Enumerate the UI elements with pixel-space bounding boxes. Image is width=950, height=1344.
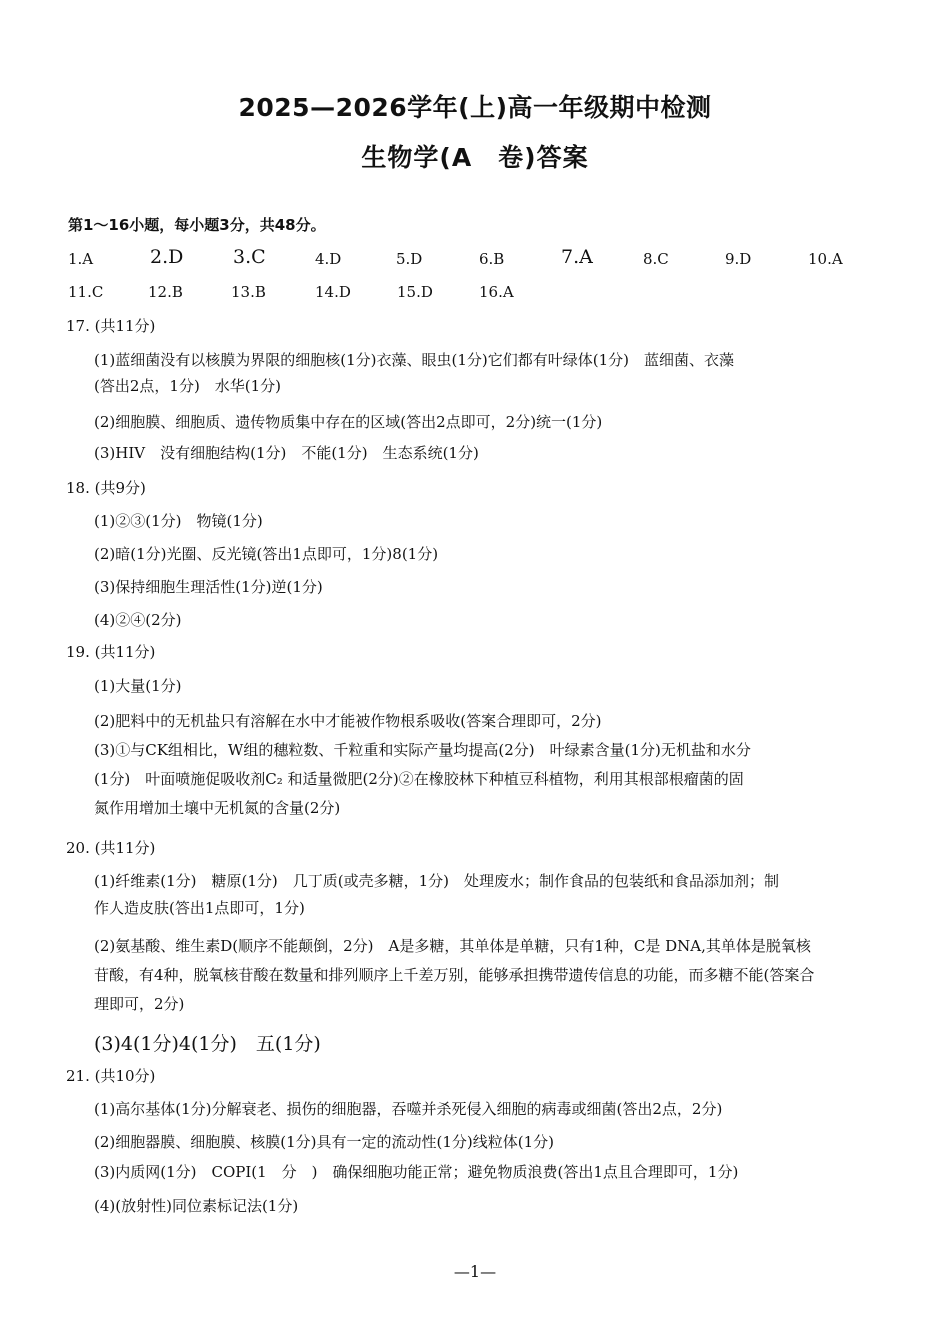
question-heading: 21. (共10分) — [66, 1067, 156, 1085]
answer-line: (4)②④(2分) — [94, 611, 182, 629]
page-subtitle: 生物学(A 卷)答案 — [361, 143, 589, 172]
question-heading: 18. (共9分) — [66, 479, 146, 497]
choice-answer: 14.D — [315, 283, 351, 301]
answer-line: (1)②③(1分) 物镜(1分) — [94, 512, 263, 530]
answer-line: 理即可，2分) — [94, 995, 185, 1013]
choice-answer: 13.B — [231, 283, 266, 301]
page-number: —1— — [453, 1262, 497, 1281]
choice-answer: 10.A — [808, 250, 843, 268]
answer-line: (2)氨基酸、维生素D(顺序不能颠倒，2分) A是多糖，其单体是单糖，只有1种，C是 DNA,其单体是脱氧核 — [94, 937, 811, 955]
answer-line: (1)纤维素(1分) 糖原(1分) 几丁质(或壳多糖，1分) 处理废水；制作食品的包装纸和食品添加剂；制 — [94, 872, 779, 890]
answer-line: (3)①与CK组相比，W组的穗粒数、千粒重和实际产量均提高(2分) 叶绿素含量(1分)无机盐和水分 — [94, 741, 751, 759]
answer-line: (2)细胞器膜、细胞膜、核膜(1分)具有一定的流动性(1分)线粒体(1分) — [94, 1133, 554, 1151]
choice-answer: 4.D — [315, 250, 342, 268]
choice-answer: 12.B — [148, 283, 183, 301]
answer-line: (2)肥料中的无机盐只有溶解在水中才能被作物根系吸收(答案合理即可，2分) — [94, 712, 602, 730]
answer-line: (3)HIV 没有细胞结构(1分) 不能(1分) 生态系统(1分) — [94, 444, 479, 462]
choice-answer: 3.C — [233, 246, 266, 268]
answer-line: (1)高尔基体(1分)分解衰老、损伤的细胞器，吞噬并杀死侵入细胞的病毒或细菌(答出2点，2分) — [94, 1100, 723, 1118]
choice-answer: 15.D — [397, 283, 433, 301]
choice-answer: 11.C — [68, 283, 104, 301]
choice-answer: 7.A — [561, 246, 593, 268]
choice-answer: 8.C — [643, 250, 669, 268]
choice-answer: 6.B — [479, 250, 505, 268]
choice-answer: 16.A — [479, 283, 514, 301]
question-heading: 19. (共11分) — [66, 643, 156, 661]
answer-line: 苷酸，有4种，脱氧核苷酸在数量和排列顺序上千差万别，能够承担携带遗传信息的功能，而多糖不能(答案合 — [94, 966, 815, 984]
answer-line: (1)大量(1分) — [94, 677, 182, 695]
choice-answer: 9.D — [725, 250, 752, 268]
question-heading: 17. (共11分) — [66, 317, 156, 335]
answer-line: (1)蓝细菌没有以核膜为界限的细胞核(1分)衣藻、眼虫(1分)它们都有叶绿体(1分) 蓝细菌、衣藻 — [94, 351, 734, 369]
choice-answer: 5.D — [396, 250, 423, 268]
answer-line: (3)内质网(1分) COPI(1 分 ) 确保细胞功能正常；避免物质浪费(答出1点且合理即可，1分) — [94, 1163, 739, 1181]
answer-line: (1分) 叶面喷施促吸收剂C₂ 和适量微肥(2分)②在橡胶林下种植豆科植物，利用其根部根瘤菌的固 — [94, 770, 744, 788]
page-title: 2025—2026学年(上)高一年级期中检测 — [238, 93, 712, 122]
choice-answer: 1.A — [68, 250, 94, 268]
choice-answer: 2.D — [150, 246, 184, 268]
answer-line: (3)保持细胞生理活性(1分)逆(1分) — [94, 578, 323, 596]
choice-section-intro: 第1～16小题，每小题3分，共48分。 — [68, 216, 326, 234]
question-heading: 20. (共11分) — [66, 839, 156, 857]
answer-line: (4)(放射性)同位素标记法(1分) — [94, 1197, 299, 1215]
answer-line: 作人造皮肤(答出1点即可，1分) — [94, 899, 305, 917]
answer-line: (答出2点，1分) 水华(1分) — [94, 377, 282, 395]
answer-line: (3)4(1分)4(1分) 五(1分) — [94, 1033, 321, 1055]
answer-line: 氮作用增加土壤中无机氮的含量(2分) — [94, 799, 341, 817]
answer-line: (2)细胞膜、细胞质、遗传物质集中存在的区域(答出2点即可，2分)统一(1分) — [94, 413, 603, 431]
answer-line: (2)暗(1分)光圈、反光镜(答出1点即可，1分)8(1分) — [94, 545, 439, 563]
